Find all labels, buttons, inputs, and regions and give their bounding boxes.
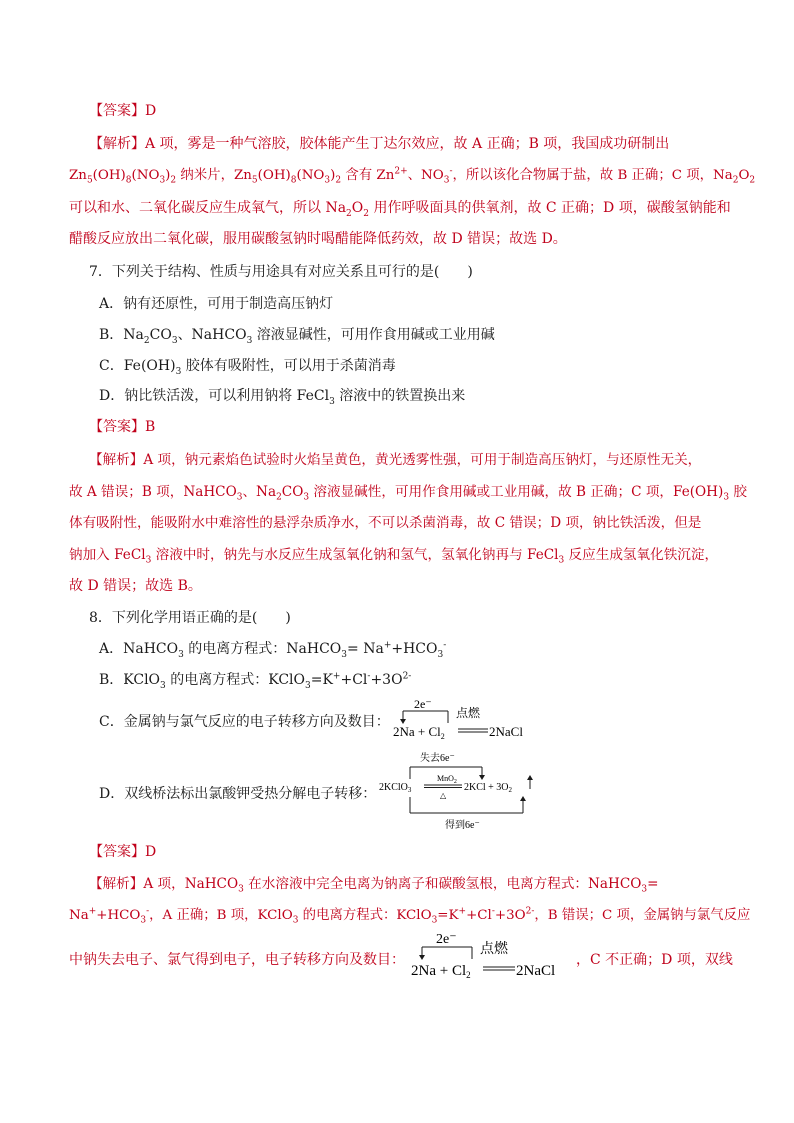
q7-analysis-line-1: 【解析】A 项，钠元素焰色试验时火焰呈黄色，黄光透雾性强，可用于制造高压钠灯，与还原性无关， xyxy=(89,452,702,468)
q8-option-d: D．双线桥法标出氯酸钾受热分解电子转移： xyxy=(99,786,377,802)
q8-analysis-line-3b: ，C 不正确；D 项，双线 xyxy=(576,952,733,968)
eq-c-product: 2NaCl xyxy=(489,724,523,739)
svg-text:2KClO3: 2KClO$_3$ xyxy=(379,782,412,794)
q7-option-d: D．钠比铁活泼，可以利用钠将 FeCl$_3$ 溶液中的铁置换出来 xyxy=(99,388,466,407)
q6-answer xyxy=(89,101,156,121)
arrow-up-icon xyxy=(520,796,526,801)
q6-analysis-line-1: 【解析】A 项，雾是一种气溶胶，胶体能产生丁达尔效应，故 A 正确；B 项，我国成功研制出 xyxy=(89,136,670,152)
svg-text:2e⁻: 2e⁻ xyxy=(436,932,457,947)
q8-analysis-equation xyxy=(406,931,566,983)
q8-analysis-line-1: 【解析】A 项，NaHCO$_3$ 在水溶液中完全电离为钠离子和碳酸氢根，电离方程式：NaHCO$_3$= xyxy=(89,876,659,895)
q7-analysis-line-3: 体有吸附性，能吸附水中难溶性的悬浮杂质净水，不可以杀菌消毒，故 C 错误；D 项，钠比铁活泼，但是 xyxy=(69,515,702,531)
q7-option-c: C．$Fe(OH)_3$ 胶体有吸附性，可以用于杀菌消毒 xyxy=(99,358,396,377)
q7-analysis-line-4: 钠加入 FeCl$_3$ 溶液中时，钠先与水反应生成氢氧化钠和氢气，氢氧化钠再与 FeCl$_3$ 反应生成氢氧化铁沉淀， xyxy=(69,547,719,566)
arrow-down-icon xyxy=(479,775,485,780)
q7-analysis-line-2: 故 A 错误；B 项，NaHCO$_3$、$Na_2CO_3$ 溶液显碱性，可用作食用碱或工业用碱，故 B 正确；C 项，$Fe(OH)_3$ 胶 xyxy=(69,484,747,503)
q7-stem: 7．下列关于结构、性质与用途具有对应关系且可行的是( ) xyxy=(89,264,473,280)
q8-option-d-equation xyxy=(378,749,538,833)
eq-c-condition: 点燃 xyxy=(456,706,481,720)
eq-c-electrons: 2e⁻ xyxy=(414,697,432,711)
q6-analysis-line-3: 可以和水、二氧化碳反应生成氧气，所以 $Na_2O_2$ 用作呼吸面具的供氧剂，故 C 正确；D 项，碳酸氢钠能和 xyxy=(69,200,731,219)
arrow-up-icon xyxy=(527,775,533,780)
svg-text:2Na + Cl2: $2Na + Cl_2$ xyxy=(411,963,471,980)
svg-text:点燃: 点燃 xyxy=(480,942,508,957)
q7-answer: 【答案】B xyxy=(89,419,156,435)
q7-option-b: B．$Na_2CO_3$、NaHCO$_3$ 溶液显碱性，可用作食用碱或工业用碱 xyxy=(99,327,495,346)
q6-analysis-line-4: 醋酸反应放出二氧化碳，服用碳酸氢钠时喝醋能降低药效，故 D 错误；故选 D。 xyxy=(69,231,567,247)
eq-d-catalyst: MnO xyxy=(437,774,454,783)
q8-analysis-line-2: $Na^++HCO_3^-$，A 正确；B 项，KClO$_3$ 的电离方程式：$KClO_3=K^++Cl^-+3O^{2-}$，B 错误；C 项，金属钠与氯气反应 xyxy=(69,906,751,926)
svg-text:2KCl + 3O2: $2KCl + 3O_2$ xyxy=(464,782,513,794)
q8-analysis-line-3a: 中钠失去电子、氯气得到电子，电子转移方向及数目： xyxy=(69,952,405,968)
q8-option-a: A．NaHCO$_3$ 的电离方程式：NaHCO$_3$= $Na^++HCO_3^-$ xyxy=(99,640,447,660)
q7-analysis-line-5: 故 D 错误；故选 B。 xyxy=(69,578,202,594)
eq-c-reactants: 2Na + Cl xyxy=(393,724,441,739)
q8-option-c-equation xyxy=(388,697,538,745)
q8-answer: 【答案】D xyxy=(89,844,157,860)
q8-option-c: C．金属钠与氯气反应的电子转移方向及数目： xyxy=(99,714,390,730)
q6-analysis-line-2: $Zn_5(OH)_8(NO_3)_2$ 纳米片，$Zn_5(OH)_8(NO_3)_2$ 含有 $Zn^{2+}$、$NO_3^-$，所以该化合物属于盐，故 B 正确；C 项，$Na_2O_2$ xyxy=(69,166,756,186)
analysis-tag: 【解析】 xyxy=(89,136,145,152)
eq-d-products: 2KCl + 3O xyxy=(464,782,509,793)
svg-text:2NaCl: 2NaCl xyxy=(516,963,556,979)
eq-d-lost-label: 失去6e⁻ xyxy=(420,753,455,764)
eq-d-heat: △ xyxy=(440,791,447,800)
svg-text:MnO2: MnO$_2$ xyxy=(437,774,457,785)
eq-d-reactant: 2KClO xyxy=(379,782,408,793)
q8-option-b: B．KClO$_3$ 的电离方程式：$KClO_3=K^++Cl^-+3O^{2-}$ xyxy=(99,671,412,691)
answer-tag: 【答案】 xyxy=(89,103,145,119)
q8-stem: 8．下列化学用语正确的是( ) xyxy=(89,610,291,626)
svg-text:2Na + Cl2: $2Na + Cl_2$ xyxy=(393,724,445,741)
answer-value: D xyxy=(145,103,157,119)
eq-d-gain-label: 得到6e⁻ xyxy=(445,820,480,831)
arrow-down-icon xyxy=(419,955,425,960)
q7-option-a: A．钠有还原性，可用于制造高压钠灯 xyxy=(99,296,334,312)
